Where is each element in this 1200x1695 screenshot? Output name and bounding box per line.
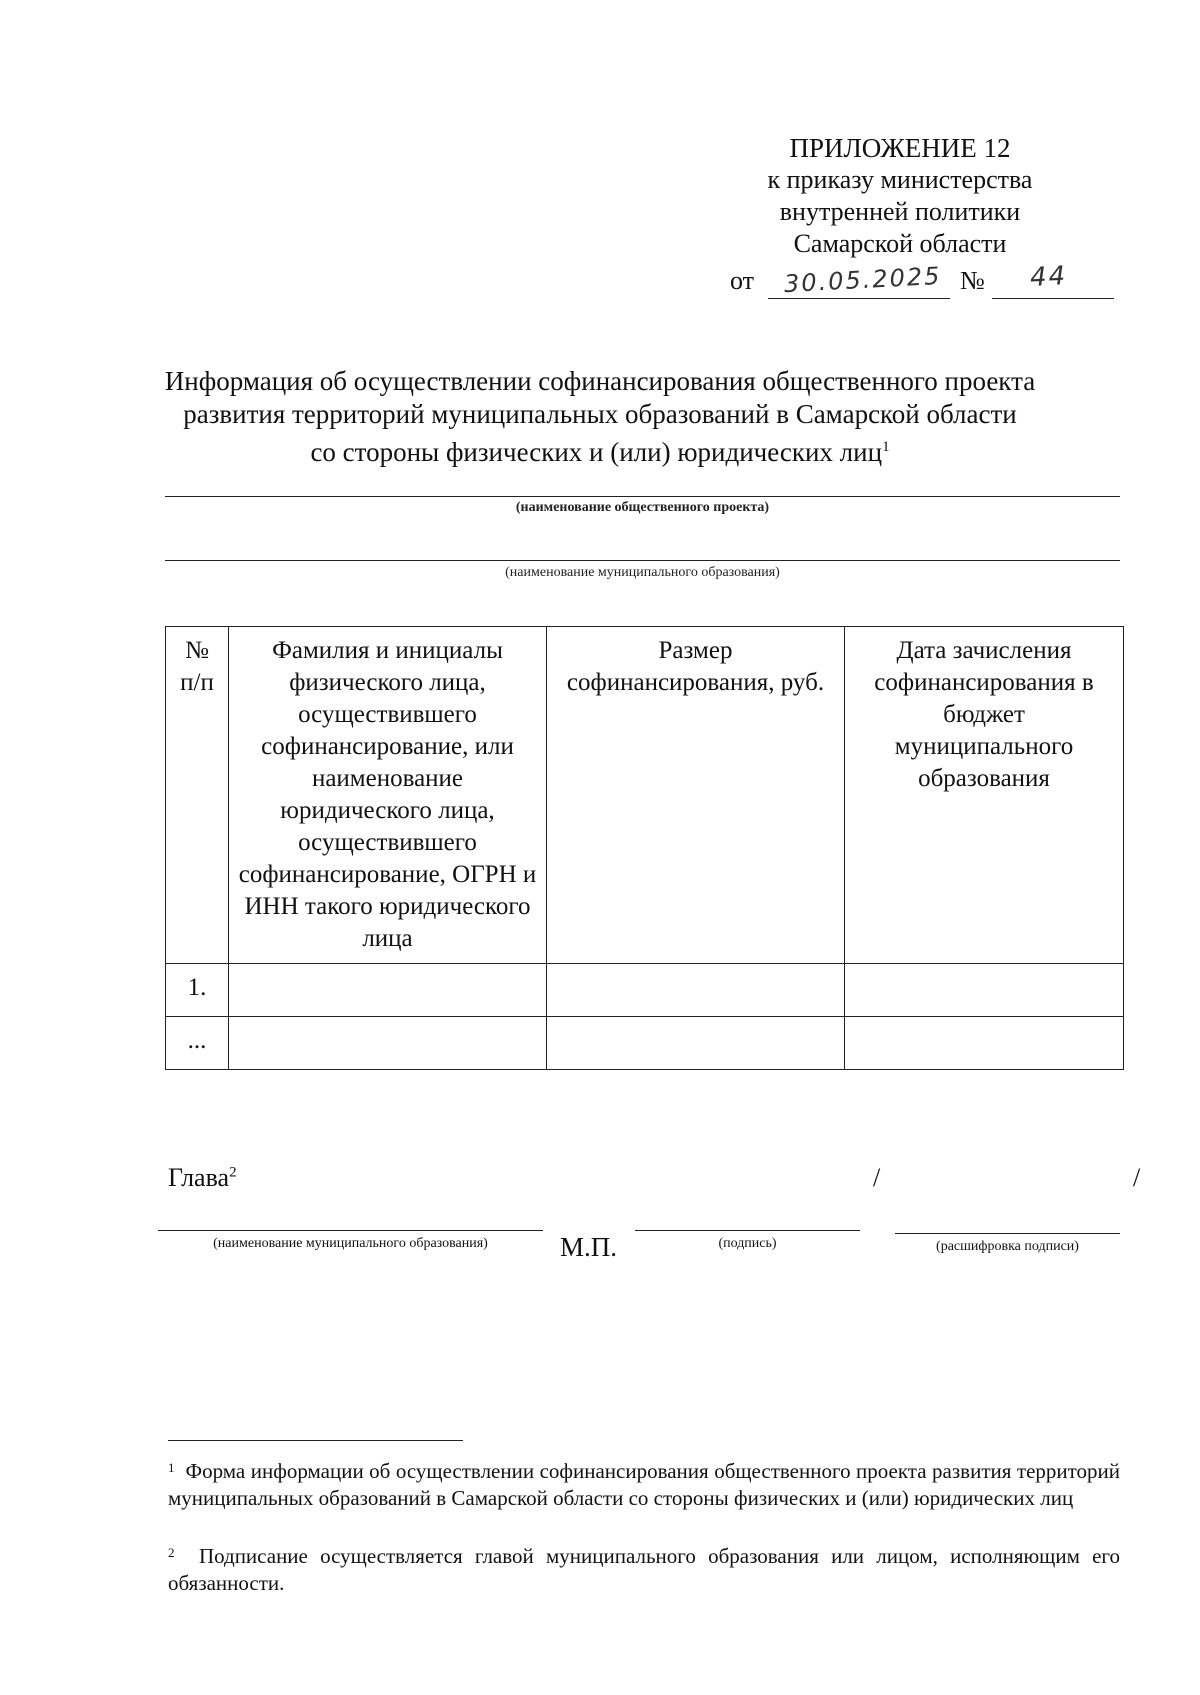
row-amount [547, 1017, 845, 1070]
signature-caption: (подпись) [718, 1236, 777, 1251]
header-num: № п/п [166, 627, 229, 964]
row-num: 1. [166, 964, 229, 1017]
row-date [845, 964, 1124, 1017]
number-label: № [960, 266, 985, 295]
handwritten-date: 30.05.2025 [783, 261, 943, 299]
decode-caption: (расшифровка подписи) [936, 1239, 1079, 1254]
stamp-label: М.П. [560, 1232, 618, 1262]
municipality-signature-caption: (наименование муниципального образования) [213, 1236, 488, 1251]
number-underline [992, 298, 1114, 299]
from-label: от [730, 266, 755, 295]
footnote-1 [168, 1458, 1120, 1512]
appendix-line: Самарской области [793, 229, 1007, 258]
signature-slash: / [1133, 1163, 1141, 1192]
footnote-text: Подписание осуществляется главой муниципального образования или лицом, исполняющим его обязанности. [168, 1544, 1120, 1595]
signature-line [635, 1230, 860, 1231]
signature-slash: / [873, 1163, 881, 1192]
project-name-caption: (наименование общественного проекта) [515, 500, 770, 515]
appendix-title: ПРИЛОЖЕНИЕ 12 [789, 133, 1011, 163]
document-title [150, 365, 1050, 469]
row-name [229, 1017, 547, 1070]
footnote-ref: 2 [229, 1164, 237, 1181]
title-line: Информация об осуществлении софинансирования общественного проекта [164, 366, 1036, 396]
head-label-text: Глава [168, 1163, 230, 1192]
footnote-2 [168, 1543, 1120, 1597]
footnote-ref: 1 [882, 439, 890, 455]
row-amount [547, 964, 845, 1017]
appendix-header [700, 132, 1100, 260]
table-header-row [166, 627, 1124, 964]
appendix-line: к приказу министерства [767, 165, 1033, 194]
header-date: Дата зачисления софинансирования в бюджет муниципального образования [845, 627, 1124, 964]
header-amount: Размер софинансирования, руб. [547, 627, 845, 964]
project-name-line [165, 496, 1120, 497]
row-num: ... [166, 1017, 229, 1070]
municipality-name-caption: (наименование муниципального образования) [505, 565, 780, 580]
row-date [845, 1017, 1124, 1070]
title-line: со стороны физических и (или) юридических лиц [310, 437, 883, 467]
footnote-mark: 1 [168, 1460, 175, 1475]
row-name [229, 964, 547, 1017]
appendix-line: внутренней политики [779, 197, 1021, 226]
cofinancing-table [165, 626, 1124, 1070]
date-underline [768, 298, 950, 299]
municipality-signature-line [158, 1230, 543, 1231]
footnote-text: Форма информации об осуществлении софинансирования общественного проекта развития территорий муниципальных образований в Самарской области со стороны физических и (или) юридических лиц [168, 1459, 1121, 1510]
handwritten-number: 44 [1029, 261, 1068, 293]
title-line-last [150, 431, 1050, 469]
table-row [166, 1017, 1124, 1070]
table-row [166, 964, 1124, 1017]
municipality-name-line [165, 560, 1120, 561]
header-name: Фамилия и инициалы физического лица, осуществившего софинансирование, или наименование юридического лица, осуществившего софинансирование, ОГРН и ИНН такого юридического лица [229, 627, 547, 964]
head-label [168, 1163, 237, 1193]
title-line: развития территорий муниципальных образований в Самарской области [183, 399, 1017, 429]
footnote-separator [168, 1440, 463, 1441]
footnote-mark: 2 [168, 1545, 175, 1560]
decode-line [895, 1233, 1120, 1234]
